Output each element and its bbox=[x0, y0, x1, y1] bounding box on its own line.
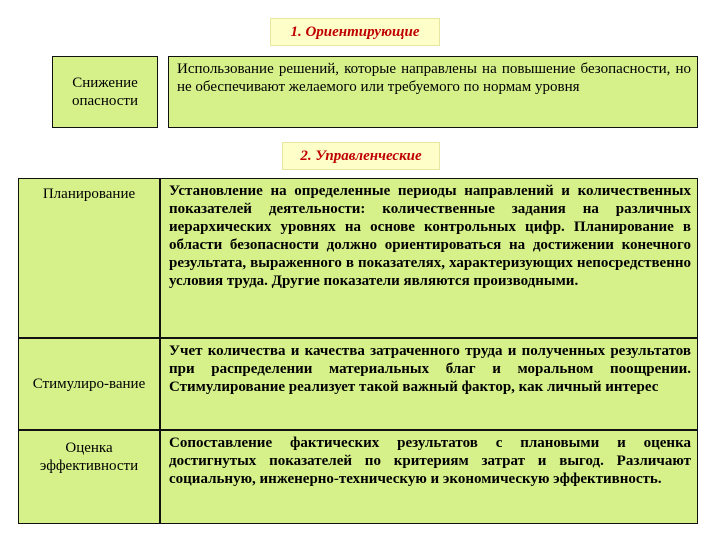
row-planning-name: Планирование bbox=[18, 178, 160, 338]
row-danger-reduction-name: Снижение опасности bbox=[52, 56, 158, 128]
row-planning-text: Установление на определенные периоды направлений и количественных показателей деятельности: количественные задания на различных иерархических уровнях на основе контрольных цифр. Планирование в области безопасности должно ориентироваться на достижении конечного результата, выраженного в показателях, характеризующих непосредственно условия труда. Другие показатели являются производными. bbox=[160, 178, 698, 338]
row-efficiency-text: Сопоставление фактических результатов с плановыми и оценка достигнутых показателей по критериям затрат и выгод. Различают социальную, инженерно-техническую и экономическую эффективность. bbox=[160, 430, 698, 524]
section-2-label: 2. Управленческие bbox=[282, 142, 440, 170]
row-stimulation-name: Стимулиро-вание bbox=[18, 338, 160, 430]
row-efficiency-name: Оценка эффективности bbox=[18, 430, 160, 524]
section-1-label: 1. Ориентирующие bbox=[270, 18, 440, 46]
row-danger-reduction-text: Использование решений, которые направлены на повышение безопасности, но не обеспечивают желаемого или требуемого по нормам уровня bbox=[168, 56, 698, 128]
row-stimulation-text: Учет количества и качества затраченного труда и полученных результатов при распределении материальных благ и моральном поощрении. Стимулирование реализует такой важный фактор, как личный интерес bbox=[160, 338, 698, 430]
